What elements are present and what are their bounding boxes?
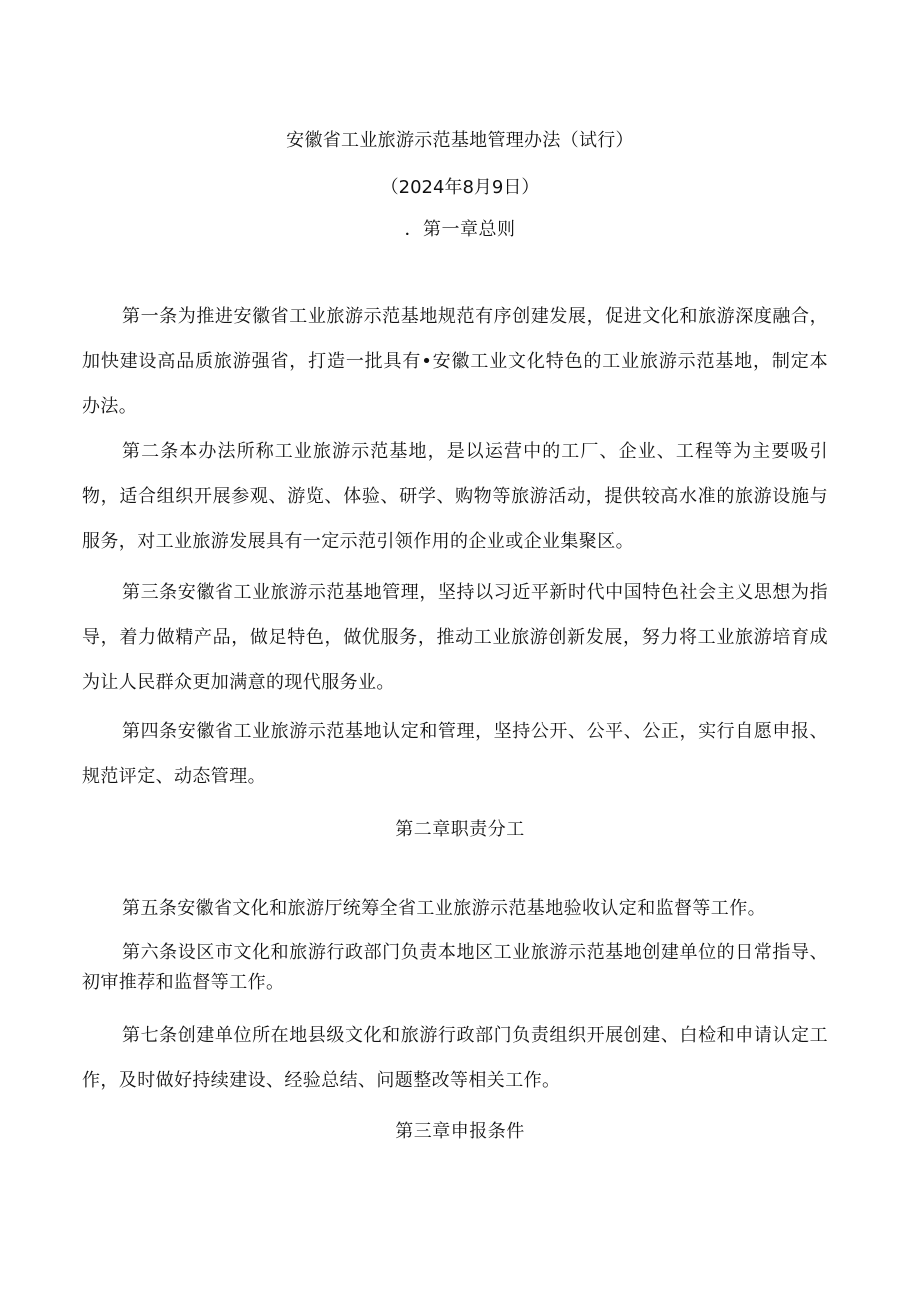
article-paragraph: 第二条本办法所称工业旅游示范基地，是以运营中的工厂、企业、工程等为主要吸引物，适合组织开展参观、游览、体验、研学、购物等旅游活动，提供较高水准的旅游设施与服务，对工业旅游发展具有一定示范引领作用的企业或企业集聚区。	[82, 441, 828, 552]
chapter-heading: 第二章职责分工	[395, 819, 525, 840]
document-date: （2024年8月9日）	[380, 177, 540, 198]
article-paragraph: 第七条创建单位所在地县级文化和旅游行政部门负责组织开展创建、白检和申请认定工作，及时做好持续建设、经验总结、问题整改等相关工作。	[82, 1025, 828, 1091]
chapter-heading: 第三章申报条件	[395, 1121, 525, 1142]
document-title: 安徽省工业旅游示范基地管理办法（试行）	[286, 130, 634, 151]
article-paragraph: 第六条设区市文化和旅游行政部门负责本地区工业旅游示范基地创建单位的日常指导、初审推荐和监督等工作。	[82, 942, 828, 993]
article-paragraph: 第三条安徽省工业旅游示范基地管理，坚持以习近平新时代中国特色社会主义思想为指导，着力做精产品，做足特色，做优服务，推动工业旅游创新发展，努力将工业旅游培育成为让人民群众更加满意的现代服务业。	[82, 582, 828, 693]
article-paragraph: 第五条安徽省文化和旅游厅统筹全省工业旅游示范基地验收认定和监督等工作。	[122, 898, 766, 919]
article-paragraph: 第四条安徽省工业旅游示范基地认定和管理，坚持公开、公平、公正，实行自愿申报、规范评定、动态管理。	[82, 721, 828, 787]
article-paragraph: 第一条为推进安徽省工业旅游示范基地规范有序创建发展，促进文化和旅游深度融合，加快建设高品质旅游强省，打造一批具有•安徽工业文化特色的工业旅游示范基地，制定本办法。	[82, 306, 828, 417]
chapter-heading: ．第一章总则	[404, 219, 516, 240]
